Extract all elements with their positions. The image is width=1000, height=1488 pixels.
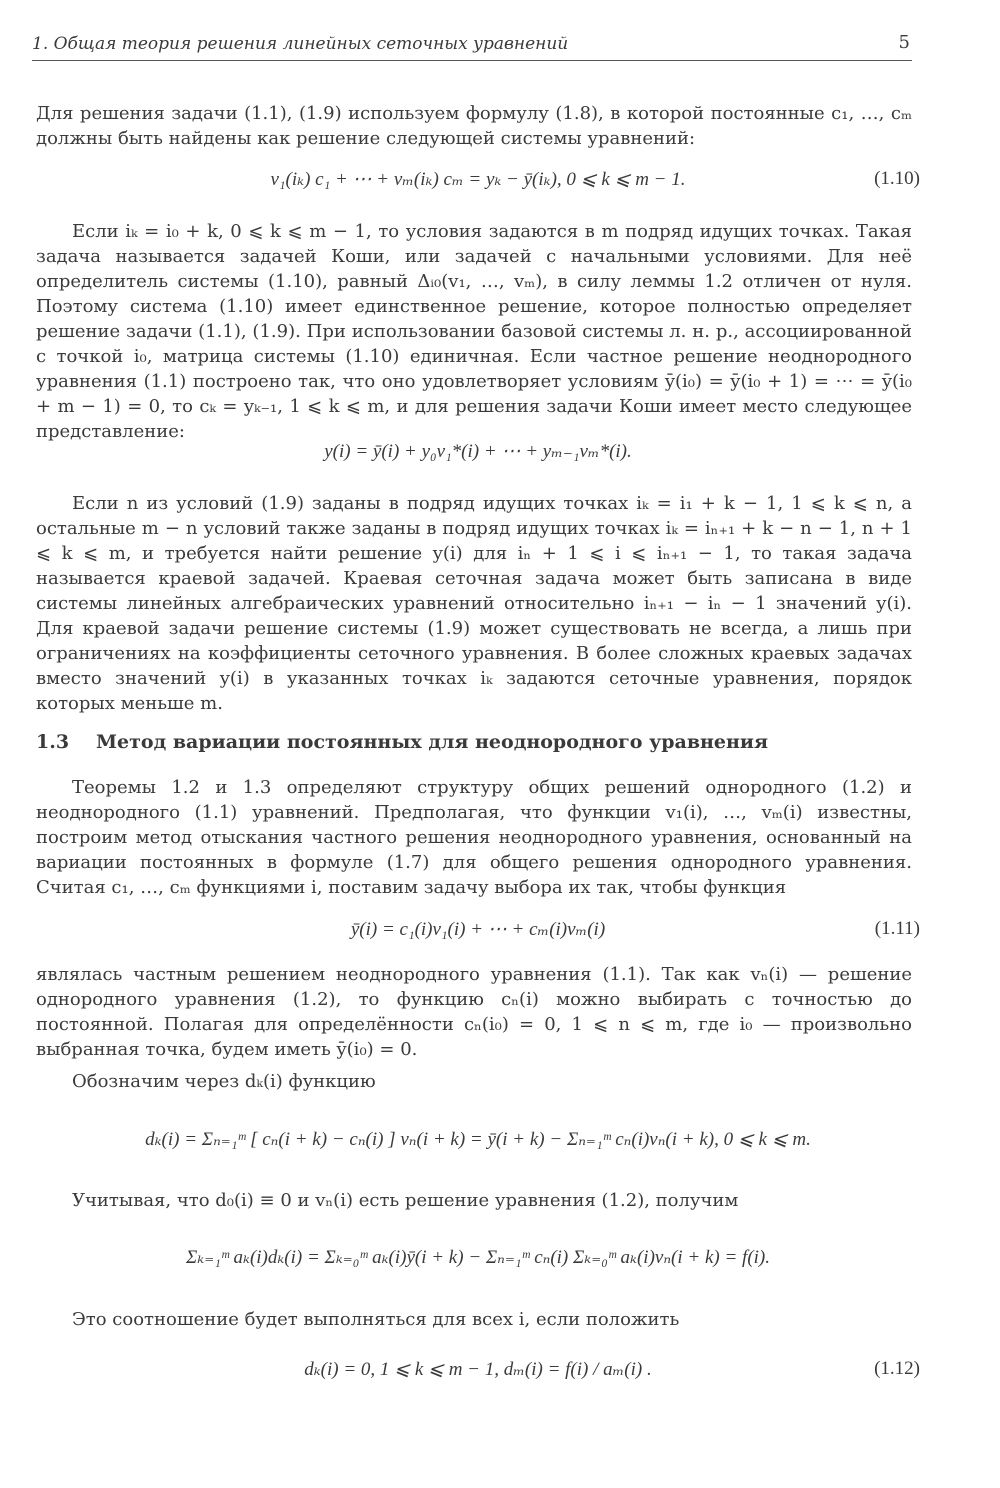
equation-formula: ȳ(i) = c₁(i)v₁(i) + ⋯ + cₘ(i)vₘ(i) [350, 919, 606, 940]
section-number: 1.3 [36, 731, 70, 753]
equation-dk-definition [36, 1110, 920, 1180]
equation-formula: dₖ(i) = Σₙ₌₁ᵐ [ cₙ(i + k) − cₙ(i) ] vₙ(i + k) = ȳ(i + k) − Σₙ₌₁ᵐ cₙ(i)vₙ(i + k), 0 ⩽ k ⩽ m. [145, 1129, 811, 1150]
equation-number: (1.10) [874, 168, 920, 189]
section-heading [36, 731, 768, 753]
paragraph: Для решения задачи (1.1), (1.9) используем формулу (1.8), в которой постоянные c₁, …, cₘ должны быть найдены как решение следующей системы уравнений: [36, 103, 912, 149]
equation-formula: y(i) = ȳ(i) + y₀v₁*(i) + ⋯ + yₘ₋₁vₘ*(i). [324, 441, 632, 462]
equation-1-12 [36, 1358, 920, 1386]
equation-number: (1.11) [874, 918, 920, 939]
paragraph: Это соотношение будет выполняться для всех i, если положить [72, 1309, 680, 1330]
running-head-title: 1. Общая теория решения линейных сеточных уравнений [32, 34, 569, 54]
paragraph: Если n из условий (1.9) заданы в подряд идущих точках iₖ = i₁ + k − 1, 1 ⩽ k ⩽ n, а остальные m − n условий также заданы в подряд идущих точках iₖ = iₙ₊₁ + k − n − 1, n + 1 ⩽ k ⩽ m, и требуется найти решение y(i) для iₙ + 1 ⩽ i ⩽ iₙ₊₁ − 1, то такая задача называется краевой задачей. Краевая сеточная задача может быть записана в виде системы линейных алгебраических уравнений относительно iₙ₊₁ − iₙ − 1 значений y(i). Для краевой задачи решение системы (1.9) может существовать не всегда, а лишь при ограничениях на коэффициенты сеточного уравнения. В более сложных краевых задачах вместо значений y(i) в указанных точках iₖ задаются сеточные уравнения, порядок которых меньше m. [36, 493, 912, 714]
equation-formula: dₖ(i) = 0, 1 ⩽ k ⩽ m − 1, dₘ(i) = f(i) / aₘ(i) . [304, 1359, 652, 1380]
equation-sum-identity [36, 1228, 920, 1298]
section-title: Метод вариации постоянных для неоднородного уравнения [96, 731, 769, 753]
equation-1-11 [36, 918, 920, 946]
paragraph: Теоремы 1.2 и 1.3 определяют структуру общих решений однородного (1.2) и неоднородного (1.1) уравнений. Предполагая, что функции v₁(i), …, vₘ(i) известны, построим метод отыскания частного решения неоднородного уравнения, основанный на вариации постоянных в формуле (1.7) для общего решения однородного уравнения. Считая c₁, …, cₘ функциями i, поставим задачу выбора их так, чтобы функция [36, 777, 912, 898]
paragraph: Если iₖ = i₀ + k, 0 ⩽ k ⩽ m − 1, то условия задаются в m подряд идущих точках. Такая задача называется задачей Коши, или задачей с начальными условиями. Для неё определитель системы (1.10), равный Δᵢ₀(v₁, …, vₘ), в силу леммы 1.2 отличен от нуля. Поэтому система (1.10) имеет единственное решение, которое полностью определяет решение задачи (1.1), (1.9). При использовании базовой системы л. н. р., ассоциированной с точкой i₀, матрица системы (1.10) единичная. Если частное решение неоднородного уравнения (1.1) построено так, что оно удовлетворяет условиям ȳ(i₀) = ȳ(i₀ + 1) = ⋯ = ȳ(i₀ + m − 1) = 0, то cₖ = yₖ₋₁, 1 ⩽ k ⩽ m, и для решения задачи Коши имеет место следующее представление: [36, 221, 912, 442]
equation-formula: Σₖ₌₁ᵐ aₖ(i)dₖ(i) = Σₖ₌₀ᵐ aₖ(i)ȳ(i + k) − Σₙ₌₁ᵐ cₙ(i) Σₖ₌₀ᵐ aₖ(i)vₙ(i + k) = f(i). [185, 1247, 771, 1268]
running-head [32, 34, 912, 61]
paragraph: Обозначим через dₖ(i) функцию [72, 1071, 376, 1092]
paragraph: являлась частным решением неоднородного уравнения (1.1). Так как vₙ(i) — решение однородного уравнения (1.2), то функцию cₙ(i) можно выбирать с точностью до постоянной. Полагая для определённости cₙ(i₀) = 0, 1 ⩽ n ⩽ m, где i₀ — произвольно выбранная точка, будем иметь ȳ(i₀) = 0. [36, 964, 913, 1060]
equation-number: (1.12) [874, 1358, 920, 1379]
equation-1-10 [36, 168, 920, 196]
page-number: 5 [898, 32, 910, 53]
equation-formula: v₁(iₖ) c₁ + ⋯ + vₘ(iₖ) cₘ = yₖ − ȳ(iₖ), 0 ⩽ k ⩽ m − 1. [270, 169, 686, 190]
equation-cauchy-representation [36, 440, 920, 468]
paragraph: Учитывая, что d₀(i) ≡ 0 и vₙ(i) есть решение уравнения (1.2), получим [72, 1190, 739, 1211]
